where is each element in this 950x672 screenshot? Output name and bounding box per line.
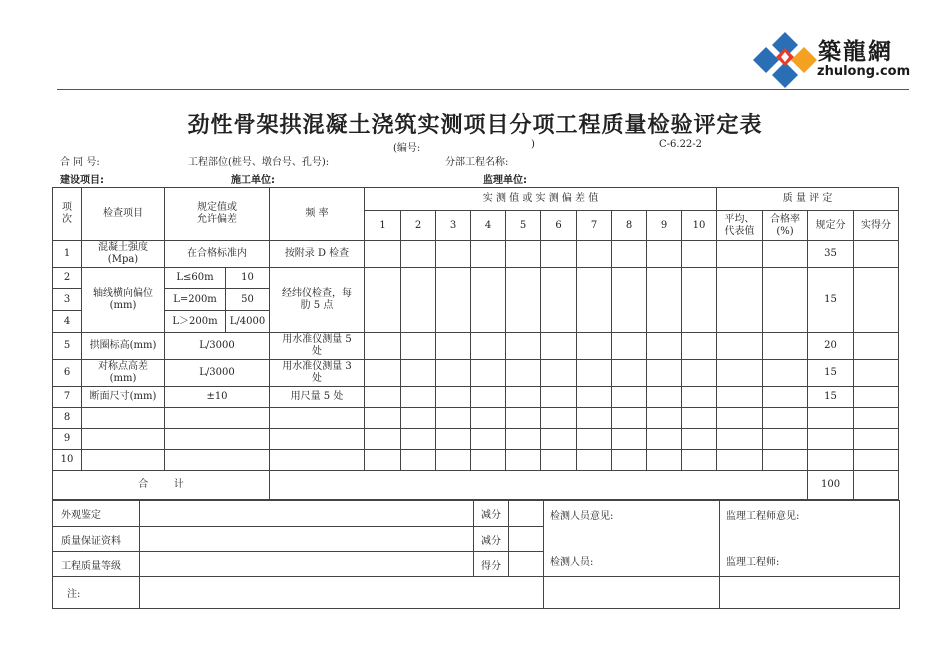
header-hegelv: 合格率 (%) — [763, 211, 808, 241]
dengji-input[interactable] — [140, 552, 474, 577]
cell[interactable] — [577, 360, 612, 387]
page-title: 劲性骨架拱混凝土浇筑实测项目分项工程质量检验评定表 — [187, 112, 763, 138]
table-row — [53, 408, 899, 429]
cell[interactable] — [647, 360, 682, 387]
waiguan-input[interactable] — [140, 501, 474, 527]
cell[interactable] — [647, 333, 682, 360]
cell[interactable] — [471, 268, 506, 333]
table-row — [53, 241, 899, 268]
jianfen-label: 减分 — [474, 501, 509, 527]
row-item: 拱圈标高(mm) — [82, 333, 165, 360]
cell[interactable] — [365, 268, 401, 333]
jianli-yijian-label: 监理工程师意见: — [726, 511, 800, 522]
table-row — [53, 429, 899, 450]
gongcheng-buwei-label: 工程部位(桩号、墩台号、孔号): — [188, 157, 330, 168]
cell[interactable] — [647, 387, 682, 408]
row-spec: L/3000 — [165, 333, 270, 360]
table-row — [53, 268, 899, 289]
jiance-yijian-label: 检测人员意见: — [550, 511, 614, 522]
row-item: 断面尺寸(mm) — [82, 387, 165, 408]
row-no: 9 — [53, 429, 82, 450]
zhu-input[interactable] — [140, 577, 544, 609]
cell[interactable] — [471, 387, 506, 408]
defen-label: 得分 — [474, 552, 509, 577]
cell[interactable] — [401, 387, 436, 408]
col-header: 6 — [541, 211, 577, 241]
cell[interactable] — [854, 360, 899, 387]
total-label: 合 计 — [53, 471, 270, 500]
jianli-gcs-cell — [720, 557, 900, 609]
baozheng-input[interactable] — [140, 527, 474, 552]
cell[interactable] — [401, 241, 436, 268]
logo-subtitle: zhulong.com — [817, 64, 911, 79]
logo-title: 築龍網 — [818, 39, 893, 65]
cell[interactable] — [763, 360, 808, 387]
row-no: 1 — [53, 241, 82, 268]
col-header: 10 — [682, 211, 717, 241]
dengji-label: 工程质量等级 — [53, 552, 140, 577]
jianli-label: 监理单位: — [483, 175, 527, 186]
cell[interactable] — [471, 333, 506, 360]
cell[interactable] — [401, 333, 436, 360]
cell[interactable] — [647, 241, 682, 268]
cell[interactable] — [854, 387, 899, 408]
bianhao-label: (编号: — [393, 143, 421, 154]
jianfen-input[interactable] — [509, 501, 544, 527]
col-header: 4 — [471, 211, 506, 241]
baozheng-label: 质量保证资料 — [53, 527, 140, 552]
row-score: 15 — [808, 360, 854, 387]
cell[interactable] — [577, 387, 612, 408]
cell[interactable] — [682, 241, 717, 268]
header-shice: 实 测 值 或 实 测 偏 差 值 — [365, 188, 717, 211]
header-pinlv: 频 率 — [270, 188, 365, 241]
header-shidefen: 实得分 — [854, 211, 899, 241]
row-spec: ±10 — [165, 387, 270, 408]
cell[interactable] — [471, 360, 506, 387]
jiance-renyuan-label: 检测人员: — [550, 557, 594, 568]
cell[interactable] — [506, 333, 541, 360]
cell[interactable] — [717, 360, 763, 387]
cell[interactable] — [717, 241, 763, 268]
fenbu-label: 分部工程名称: — [445, 157, 509, 168]
bianhao-close: ) — [531, 139, 535, 150]
cell[interactable] — [541, 333, 577, 360]
row-spec: 在合格标准内 — [165, 241, 270, 268]
total-row — [53, 471, 899, 500]
cell[interactable] — [682, 387, 717, 408]
row-no: 3 — [53, 289, 82, 311]
cell[interactable] — [401, 360, 436, 387]
cell[interactable] — [541, 360, 577, 387]
cell[interactable] — [541, 387, 577, 408]
total-blank[interactable] — [270, 471, 808, 500]
header-divider — [57, 89, 909, 90]
row-score: 20 — [808, 333, 854, 360]
jiance-renyuan-cell — [544, 557, 720, 609]
cell[interactable] — [577, 268, 612, 333]
cell[interactable] — [854, 333, 899, 360]
cell[interactable] — [612, 241, 647, 268]
header-pingjun: 平均、 代表值 — [717, 211, 763, 241]
shigong-label: 施工单位: — [231, 175, 275, 186]
cell[interactable] — [436, 387, 471, 408]
row-spec-a: L＞200m — [165, 311, 226, 333]
row-spec-b: L/4000 — [226, 311, 270, 333]
defen-input[interactable] — [509, 552, 544, 577]
evaluation-table — [52, 500, 900, 609]
cell[interactable] — [541, 241, 577, 268]
row-no: 5 — [53, 333, 82, 360]
cell[interactable] — [717, 387, 763, 408]
total-score: 100 — [808, 471, 854, 500]
form-code: C-6.22-2 — [659, 139, 703, 150]
row-no: 6 — [53, 360, 82, 387]
cell[interactable] — [436, 360, 471, 387]
jianfen-label-2: 减分 — [474, 527, 509, 552]
row-freq: 用水准仪测量 3 处 — [270, 360, 365, 387]
jianli-gcs-label: 监理工程师: — [726, 557, 780, 568]
cell[interactable] — [682, 268, 717, 333]
row-spec-a: L≤60m — [165, 268, 226, 289]
cell[interactable] — [506, 268, 541, 333]
row-spec: L/3000 — [165, 360, 270, 387]
cell[interactable] — [436, 333, 471, 360]
header-xiangci: 项 次 — [53, 188, 82, 241]
col-header: 5 — [506, 211, 541, 241]
row-item: 混凝土强度 (Mpa) — [82, 241, 165, 268]
jianfen-input-2[interactable] — [509, 527, 544, 552]
cell[interactable] — [436, 241, 471, 268]
row-score: 15 — [808, 387, 854, 408]
col-header: 9 — [647, 211, 682, 241]
cell[interactable] — [612, 360, 647, 387]
hetong-label: 合 同 号: — [60, 157, 100, 168]
table-row — [53, 360, 899, 387]
row-no: 8 — [53, 408, 82, 429]
table-row — [53, 450, 899, 471]
col-header: 2 — [401, 211, 436, 241]
cell[interactable] — [854, 241, 899, 268]
cell[interactable] — [682, 360, 717, 387]
row-no: 4 — [53, 311, 82, 333]
cell[interactable] — [682, 333, 717, 360]
row-no: 10 — [53, 450, 82, 471]
row-spec-a: L=200m — [165, 289, 226, 311]
cell[interactable] — [365, 387, 401, 408]
cell[interactable] — [717, 268, 763, 333]
cell[interactable] — [365, 360, 401, 387]
header-zhiliang: 质 量 评 定 — [717, 188, 899, 211]
cell[interactable] — [436, 268, 471, 333]
cell[interactable] — [577, 333, 612, 360]
header-jiancha: 检查项目 — [82, 188, 165, 241]
cell[interactable] — [717, 333, 763, 360]
cell[interactable] — [854, 268, 899, 333]
col-header: 7 — [577, 211, 612, 241]
cell[interactable] — [612, 268, 647, 333]
waiguan-label: 外观鉴定 — [53, 501, 140, 527]
cell[interactable] — [647, 268, 682, 333]
col-header: 1 — [365, 211, 401, 241]
cell[interactable] — [612, 387, 647, 408]
cell[interactable] — [471, 241, 506, 268]
cell[interactable] — [763, 241, 808, 268]
row-freq: 按附录 D 检查 — [270, 241, 365, 268]
cell[interactable] — [763, 387, 808, 408]
row-spec-b: 10 — [226, 268, 270, 289]
row-no: 2 — [53, 268, 82, 289]
row-freq: 用水准仪测量 5 处 — [270, 333, 365, 360]
row-freq: 经纬仪检查，每 肋 5 点 — [270, 268, 365, 333]
col-header: 8 — [612, 211, 647, 241]
cell[interactable] — [763, 333, 808, 360]
row-spec-b: 50 — [226, 289, 270, 311]
cell[interactable] — [401, 268, 436, 333]
inspection-table — [52, 187, 899, 500]
col-header: 3 — [436, 211, 471, 241]
cell[interactable] — [541, 268, 577, 333]
table-row — [53, 333, 899, 360]
row-freq: 用尺量 5 处 — [270, 387, 365, 408]
cell[interactable] — [506, 241, 541, 268]
header-guiding: 规定值或 允许偏差 — [165, 188, 270, 241]
header-guidingfen: 规定分 — [808, 211, 854, 241]
row-score: 15 — [808, 268, 854, 333]
cell[interactable] — [763, 268, 808, 333]
total-shidefen[interactable] — [854, 471, 899, 500]
row-item: 对称点高差 (mm) — [82, 360, 165, 387]
cell[interactable] — [365, 241, 401, 268]
cell[interactable] — [612, 333, 647, 360]
row-item: 轴线横向偏位 (mm) — [82, 268, 165, 333]
table-row — [53, 387, 899, 408]
cell[interactable] — [506, 360, 541, 387]
cell[interactable] — [506, 387, 541, 408]
cell[interactable] — [365, 333, 401, 360]
row-score: 35 — [808, 241, 854, 268]
jianshe-label: 建设项目: — [60, 175, 104, 186]
zhu-label: 注: — [53, 577, 140, 609]
row-no: 7 — [53, 387, 82, 408]
cell[interactable] — [577, 241, 612, 268]
